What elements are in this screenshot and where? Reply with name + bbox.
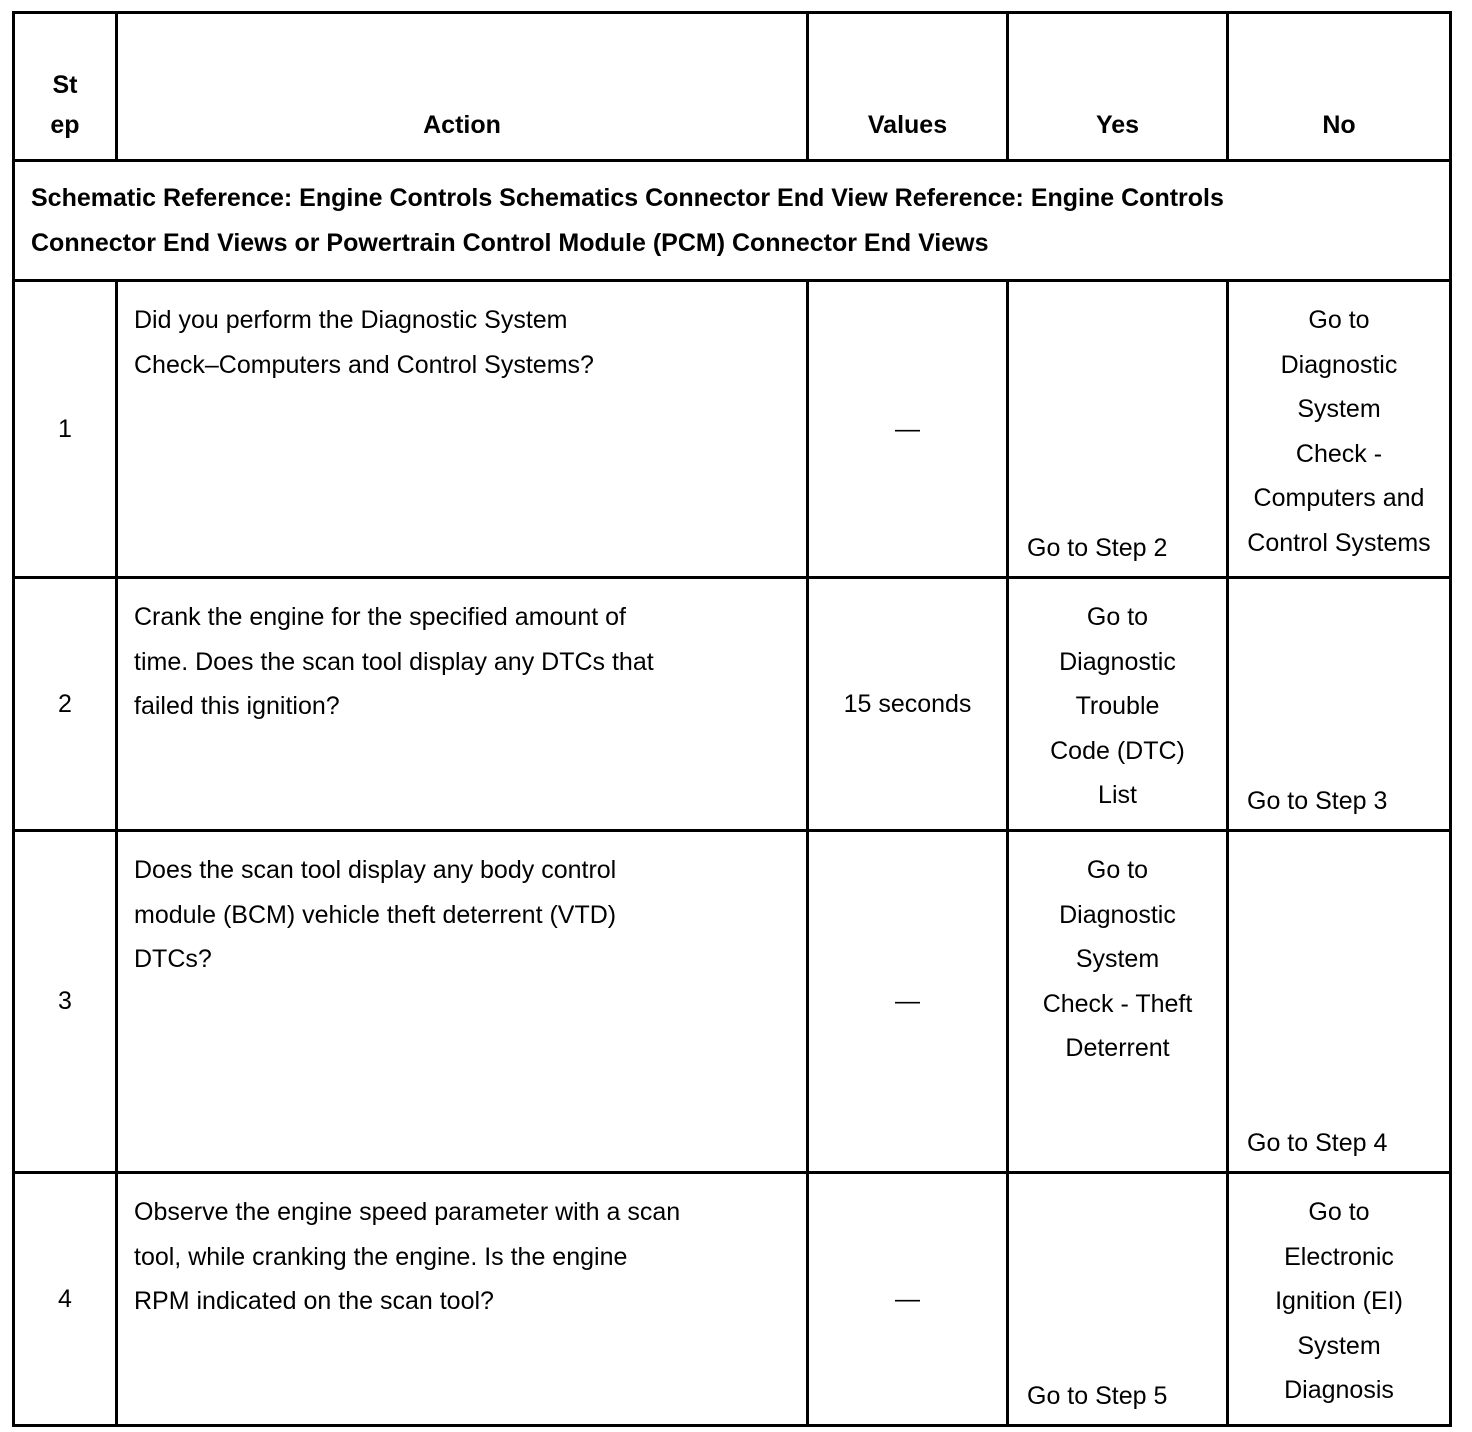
yes-cell bbox=[1008, 831, 1228, 1173]
action-text-line: time. Does the scan tool display any DTCs that bbox=[134, 647, 654, 676]
yes-goto-step: Go to Step 2 bbox=[1027, 533, 1168, 562]
yes-content bbox=[1017, 595, 1218, 823]
action-text-line: module (BCM) vehicle theft deterrent (VTD) bbox=[134, 900, 617, 929]
values-cell: — bbox=[808, 281, 1008, 578]
header-step bbox=[14, 13, 117, 161]
yes-link-line: Code (DTC) bbox=[1050, 736, 1185, 765]
values-cell: — bbox=[808, 831, 1008, 1173]
yes-goto-step: Go to Step 5 bbox=[1027, 1381, 1168, 1410]
yes-link-line: System bbox=[1075, 945, 1160, 973]
no-link-line: Control Systems bbox=[1247, 528, 1431, 557]
header-step-line1: St bbox=[52, 71, 78, 99]
no-goto-step: Go to Step 4 bbox=[1247, 1128, 1388, 1157]
action-text-line: Observe the engine speed parameter with a scan bbox=[134, 1198, 681, 1226]
no-link-line: Ignition (EI) bbox=[1275, 1287, 1403, 1315]
yes-link bbox=[1017, 595, 1218, 818]
header-no: No bbox=[1228, 13, 1451, 161]
yes-cell bbox=[1008, 281, 1228, 578]
no-link-line: Electronic bbox=[1284, 1242, 1394, 1271]
action-cell bbox=[117, 1173, 808, 1426]
no-link-line: Computers and bbox=[1253, 484, 1425, 512]
values-cell: — bbox=[808, 1173, 1008, 1426]
yes-link-line: Go to bbox=[1086, 856, 1149, 884]
action-text-line: Check–Computers and Control Systems? bbox=[134, 350, 594, 379]
no-content bbox=[1237, 1190, 1441, 1418]
action-cell bbox=[117, 831, 808, 1173]
no-link-line: Go to bbox=[1308, 306, 1370, 334]
no-cell bbox=[1228, 281, 1451, 578]
no-link bbox=[1237, 1190, 1441, 1413]
step-number: 4 bbox=[14, 1173, 117, 1426]
action-text-line: Does the scan tool display any body control bbox=[134, 856, 617, 884]
no-link-line: Diagnosis bbox=[1284, 1376, 1394, 1404]
no-link-line: System bbox=[1297, 1331, 1381, 1360]
no-cell bbox=[1228, 578, 1451, 831]
header-row bbox=[14, 13, 1451, 161]
no-link bbox=[1237, 298, 1441, 565]
no-content bbox=[1237, 848, 1441, 1165]
action-text-line: RPM indicated on the scan tool? bbox=[134, 1287, 494, 1315]
step-number: 2 bbox=[14, 578, 117, 831]
step-row bbox=[14, 831, 1451, 1173]
no-content bbox=[1237, 298, 1441, 570]
action-text-line: DTCs? bbox=[134, 945, 212, 973]
step-row bbox=[14, 1173, 1451, 1426]
yes-link-line: Diagnostic bbox=[1059, 647, 1176, 676]
step-number: 1 bbox=[14, 281, 117, 578]
action-text-line: tool, while cranking the engine. Is the engine bbox=[134, 1242, 628, 1271]
no-link-line: Check - bbox=[1295, 439, 1383, 468]
action-text-line: failed this ignition? bbox=[134, 692, 340, 720]
no-goto-step: Go to Step 3 bbox=[1247, 786, 1388, 815]
no-link-line: System bbox=[1297, 395, 1381, 423]
yes-content bbox=[1017, 848, 1218, 1165]
header-step-line2: ep bbox=[50, 111, 80, 139]
action-cell bbox=[117, 281, 808, 578]
no-cell bbox=[1228, 831, 1451, 1173]
step-number: 3 bbox=[14, 831, 117, 1173]
reference-line-1: Schematic Reference: Engine Controls Schematics Connector End View Reference: Engine Controls bbox=[31, 184, 1224, 212]
reference-row bbox=[14, 161, 1451, 281]
yes-link-line: List bbox=[1098, 781, 1137, 809]
step-row bbox=[14, 578, 1451, 831]
action-cell bbox=[117, 578, 808, 831]
no-content bbox=[1237, 595, 1441, 823]
action-text-line: Did you perform the Diagnostic System bbox=[134, 306, 568, 334]
reference-cell bbox=[14, 161, 1451, 281]
step-row bbox=[14, 281, 1451, 578]
values-cell: 15 seconds bbox=[808, 578, 1008, 831]
header-action: Action bbox=[117, 13, 808, 161]
yes-link-line: Trouble bbox=[1075, 692, 1160, 720]
yes-link-line: Diagnostic bbox=[1059, 900, 1176, 929]
no-link-line: Diagnostic bbox=[1280, 350, 1398, 379]
action-text-line: Crank the engine for the specified amount of bbox=[134, 603, 626, 631]
no-cell bbox=[1228, 1173, 1451, 1426]
yes-cell bbox=[1008, 1173, 1228, 1426]
yes-link bbox=[1017, 848, 1218, 1071]
reference-line-2: Connector End Views or Powertrain Control Module (PCM) Connector End Views bbox=[31, 228, 989, 257]
diagnostic-table bbox=[12, 11, 1452, 1427]
yes-link-line: Go to bbox=[1086, 603, 1149, 631]
yes-cell bbox=[1008, 578, 1228, 831]
no-link-line: Go to bbox=[1308, 1198, 1370, 1226]
header-yes: Yes bbox=[1008, 13, 1228, 161]
header-values: Values bbox=[808, 13, 1008, 161]
yes-content bbox=[1017, 1190, 1218, 1418]
yes-link-line: Deterrent bbox=[1065, 1034, 1170, 1062]
yes-link-line: Check - Theft bbox=[1042, 989, 1193, 1018]
yes-content bbox=[1017, 298, 1218, 570]
